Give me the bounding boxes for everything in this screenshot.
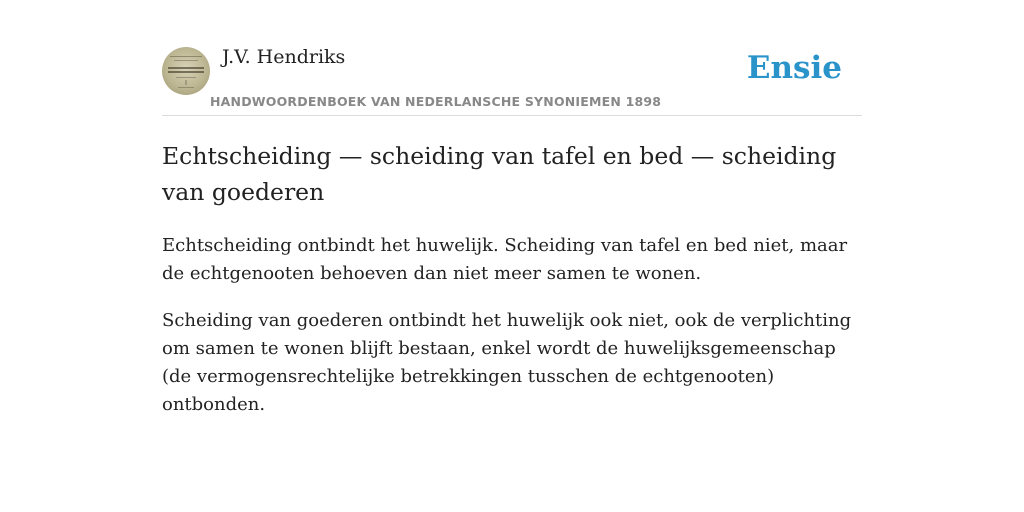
article-title: Echtscheiding — scheiding van tafel en bed — scheiding van goederen — [162, 142, 837, 206]
ensie-logo[interactable]: Ensie — [746, 50, 842, 86]
book-cover-avatar[interactable] — [162, 47, 210, 95]
article-header — [162, 0, 862, 116]
author-name[interactable]: J.V. Hendriks — [222, 46, 346, 68]
article-card — [162, 0, 862, 419]
article-paragraph: Scheiding van goederen ontbindt het huwelijk ook niet, ook de verplichting om samen te wonen blijft bestaan, enkel wordt de huwelijksgemeenschap (de vermogensrechtelijke betrekkingen tusschen de echtgenooten) ontbonden. — [162, 310, 852, 415]
source-title[interactable]: HANDWOORDENBOEK VAN NEDERLANSCHE SYNONIEMEN 1898 — [210, 94, 662, 109]
book-cover-icon — [162, 47, 210, 95]
article-paragraph: Echtscheiding ontbindt het huwelijk. Scheiding van tafel en bed niet, maar de echtgenooten behoeven dan niet meer samen te wonen. — [162, 235, 848, 284]
